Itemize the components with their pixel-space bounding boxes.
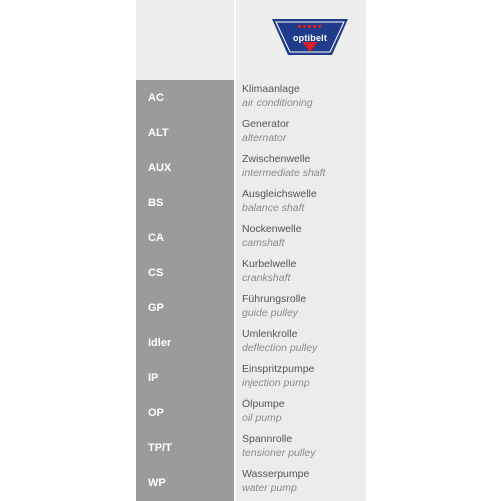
- row-english-label: guide pulley: [242, 307, 299, 319]
- row-german-label: Generator: [242, 118, 290, 130]
- table-row: [136, 220, 366, 256]
- row-german-label: Kurbelwelle: [242, 258, 297, 270]
- row-english-label: air conditioning: [242, 97, 313, 109]
- row-code: AC: [136, 80, 234, 116]
- row-german-label: Wasserpumpe: [242, 468, 310, 480]
- row-english-label: camshaft: [242, 237, 285, 249]
- row-german-label: Ausgleichswelle: [242, 188, 317, 200]
- table-row: [136, 255, 366, 291]
- row-german-label: Spannrolle: [242, 433, 293, 445]
- row-description: [236, 360, 366, 396]
- optibelt-logo: [268, 15, 352, 59]
- row-german-label: Zwischenwelle: [242, 153, 311, 165]
- row-english-label: crankshaft: [242, 272, 291, 284]
- row-code: CS: [136, 255, 234, 291]
- row-code: BS: [136, 185, 234, 221]
- table-row: [136, 150, 366, 186]
- row-english-label: balance shaft: [242, 202, 305, 214]
- logo-wordmark: optibelt: [292, 33, 328, 43]
- row-german-label: Nockenwelle: [242, 223, 302, 235]
- row-code: WP: [136, 465, 234, 501]
- row-english-label: intermediate shaft: [242, 167, 326, 179]
- row-description: [236, 220, 366, 256]
- table-row: [136, 290, 366, 326]
- legend-panel: [136, 0, 366, 500]
- table-row: [136, 360, 366, 396]
- row-code: CA: [136, 220, 234, 256]
- row-english-label: water pump: [242, 482, 297, 494]
- row-description: [236, 255, 366, 291]
- row-description: [236, 465, 366, 501]
- row-german-label: Umlenkrolle: [242, 328, 298, 340]
- row-code: TP/T: [136, 430, 234, 466]
- row-description: [236, 290, 366, 326]
- table-row: [136, 465, 366, 501]
- row-description: [236, 80, 366, 116]
- row-english-label: oil pump: [242, 412, 282, 424]
- row-description: [236, 430, 366, 466]
- row-english-label: tensioner pulley: [242, 447, 316, 459]
- row-german-label: Führungsrolle: [242, 293, 307, 305]
- table-row: [136, 115, 366, 151]
- row-description: [236, 395, 366, 431]
- row-code: Idler: [136, 325, 234, 361]
- table-row: [136, 185, 366, 221]
- row-english-label: alternator: [242, 132, 287, 144]
- row-description: [236, 325, 366, 361]
- table-row: [136, 395, 366, 431]
- row-code: GP: [136, 290, 234, 326]
- row-code: AUX: [136, 150, 234, 186]
- row-description: [236, 185, 366, 221]
- row-description: [236, 115, 366, 151]
- table-row: [136, 80, 366, 116]
- row-english-label: injection pump: [242, 377, 310, 389]
- row-english-label: deflection pulley: [242, 342, 318, 354]
- logo-area: [136, 0, 366, 80]
- row-code: ALT: [136, 115, 234, 151]
- abbreviation-table: [136, 80, 366, 500]
- row-german-label: Ölpumpe: [242, 398, 285, 410]
- table-row: [136, 430, 366, 466]
- row-description: [236, 150, 366, 186]
- row-german-label: Einspritzpumpe: [242, 363, 315, 375]
- table-row: [136, 325, 366, 361]
- row-code: OP: [136, 395, 234, 431]
- row-code: IP: [136, 360, 234, 396]
- row-german-label: Klimaanlage: [242, 83, 300, 95]
